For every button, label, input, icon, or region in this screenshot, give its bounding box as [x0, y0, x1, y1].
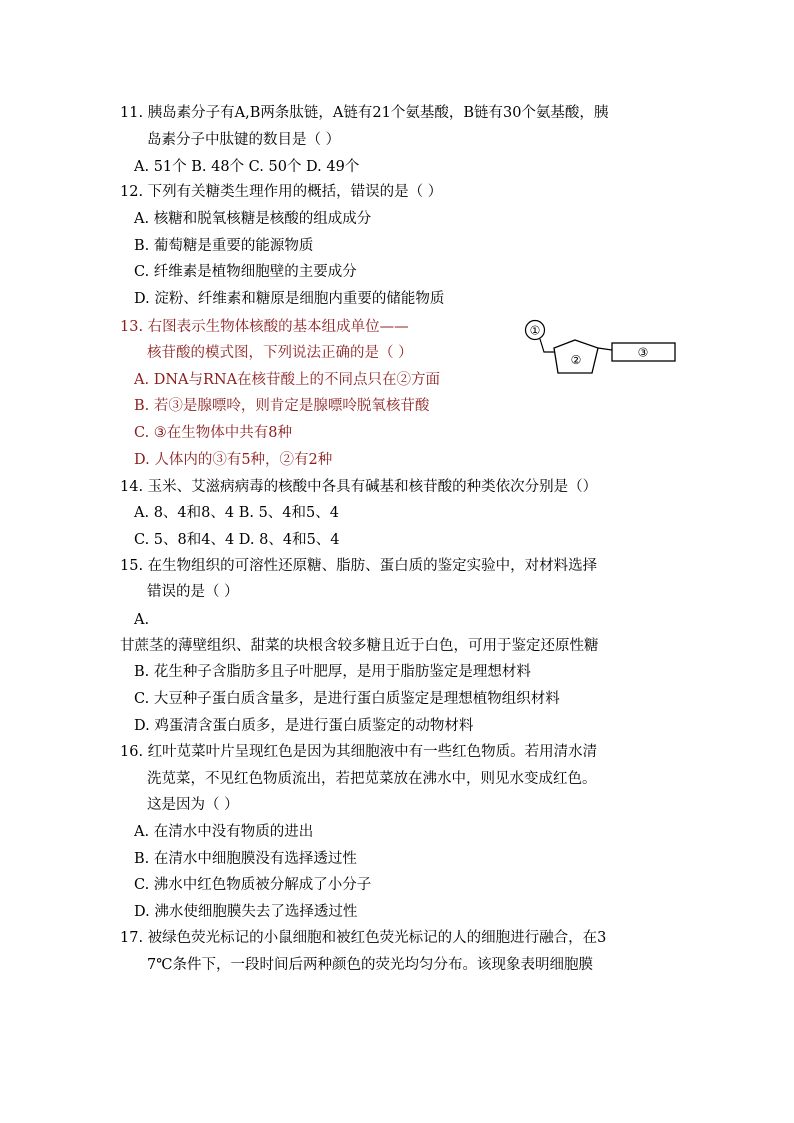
q16-stem-line1: 16. 红叶苋菜叶片呈现红色是因为其细胞液中有一些红色物质。若用清水清 — [120, 744, 598, 760]
q16-option-a: A. 在清水中没有物质的进出 — [134, 824, 314, 840]
q15-stem-line2: 错误的是（ ） — [147, 584, 239, 600]
q15-option-a-text: 甘蔗茎的薄壁组织、甜菜的块根含较多糖且近于白色，可用于鉴定还原性糖 — [120, 638, 599, 654]
q11-stem-line1: 11. 胰岛素分子有A,B两条肽链，A链有21个氨基酸，B链有30个氨基酸，胰 — [120, 105, 609, 121]
q16-option-d: D. 沸水使细胞膜失去了选择透过性 — [134, 904, 358, 920]
q13-option-a: A. DNA与RNA在核苷酸上的不同点只在②方面 — [134, 372, 441, 388]
q12-option-c: C. 纤维素是植物细胞壁的主要成分 — [134, 264, 357, 280]
q11-stem-line2: 岛素分子中肽键的数目是（ ） — [147, 132, 341, 148]
base-bond — [598, 348, 612, 350]
q13-stem-line1: 13. 右图表示生物体核酸的基本组成单位—— — [120, 319, 409, 335]
q16-option-c: C. 沸水中红色物质被分解成了小分子 — [134, 877, 372, 893]
q11-options: A. 51个 B. 48个 C. 50个 D. 49个 — [134, 159, 360, 175]
q13-option-d: D. 人体内的③有5种，②有2种 — [134, 452, 333, 468]
phosphate-label: ① — [529, 323, 541, 338]
q15-option-a-label: A. — [134, 612, 150, 628]
q17-stem-line1: 17. 被绿色荧光标记的小鼠细胞和被红色荧光标记的人的细胞进行融合，在3 — [120, 930, 607, 946]
q13-option-b: B. 若③是腺嘌呤，则肯定是腺嘌呤脱氧核苷酸 — [134, 398, 430, 414]
q12-option-b: B. 葡萄糖是重要的能源物质 — [134, 238, 314, 254]
base-label: ③ — [637, 345, 649, 360]
q16-option-b: B. 在清水中细胞膜没有选择透过性 — [134, 851, 357, 867]
q13-stem-line2: 核苷酸的模式图，下列说法正确的是（ ） — [147, 345, 413, 361]
q14-options-row2: C. 5、8和4、4 D. 8、4和5、4 — [134, 532, 340, 548]
q15-stem-line1: 15. 在生物组织的可溶性还原糖、脂肪、蛋白质的鉴定实验中，对材料选择 — [120, 558, 598, 574]
q14-stem: 14. 玉米、艾滋病病毒的核酸中各具有碱基和核苷酸的种类依次分别是（） — [120, 479, 598, 495]
q15-option-b: B. 花生种子含脂肪多且子叶肥厚，是用于脂肪鉴定是理想材料 — [134, 664, 531, 680]
q12-option-d: D. 淀粉、纤维素和糖原是细胞内重要的储能物质 — [134, 291, 445, 307]
q12-option-a: A. 核糖和脱氧核糖是核酸的组成成分 — [134, 211, 372, 227]
q15-option-d: D. 鸡蛋清含蛋白质多，是进行蛋白质鉴定的动物材料 — [134, 718, 474, 734]
q17-stem-line2: 7℃条件下，一段时间后两种颜色的荧光均匀分布。该现象表明细胞膜 — [147, 957, 593, 973]
nucleotide-diagram — [520, 318, 680, 380]
pentose-label: ② — [570, 353, 582, 367]
q15-option-c: C. 大豆种子蛋白质含量多，是进行蛋白质鉴定是理想植物组织材料 — [134, 691, 560, 707]
q16-stem-line2: 洗苋菜，不见红色物质流出，若把苋菜放在沸水中，则见水变成红色。 — [147, 771, 597, 787]
q16-stem-line3: 这是因为（ ） — [147, 797, 239, 813]
q13-option-c: C. ③在生物体中共有8种 — [134, 425, 293, 441]
q14-options-row1: A. 8、4和8、4 B. 5、4和5、4 — [134, 505, 339, 521]
q12-stem: 12. 下列有关糖类生理作用的概括，错误的是（ ） — [120, 184, 443, 200]
